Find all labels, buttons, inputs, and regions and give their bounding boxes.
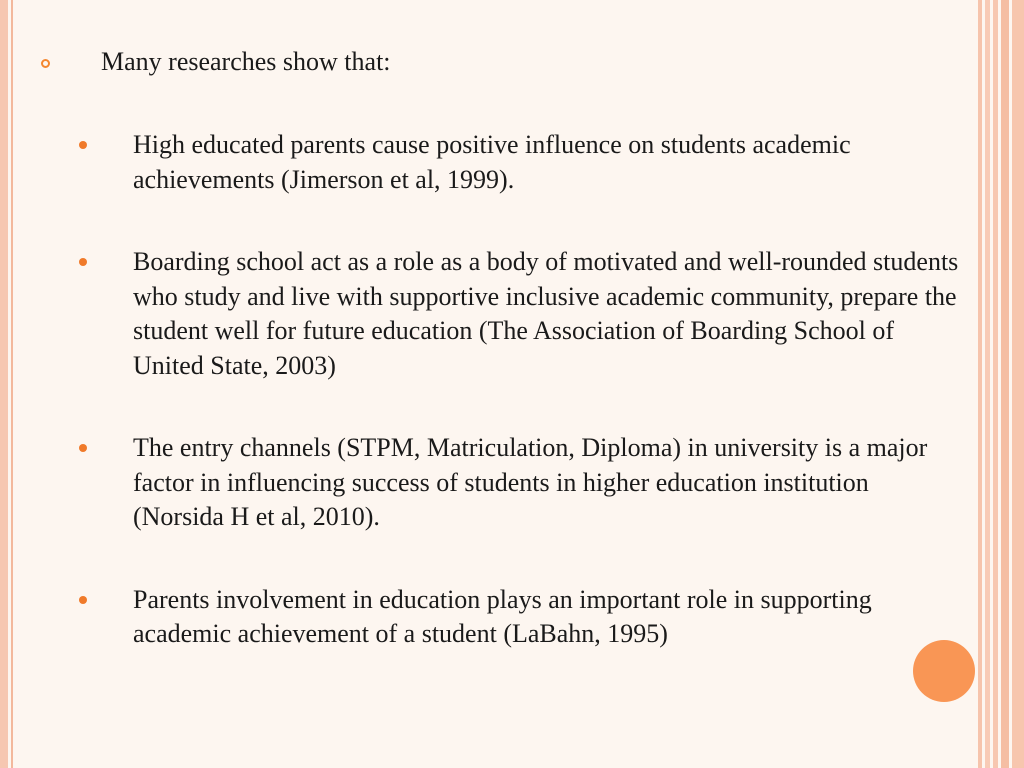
right-border-stripe [985,0,990,768]
bullet-text: Boarding school act as a role as a body of motivated and well-rounded students who study and live with supportive inclusive academic community, prepare the student well for future education (The Association of Boarding School of United State, 2003) [133,247,959,380]
right-border-stripe [978,0,982,768]
bullet-text: High educated parents cause positive influence on students academic achievements (Jimerson et al, 1999). [133,130,851,194]
right-border-stripe [1012,0,1024,768]
bullet-text: Parents involvement in education plays an important role in supporting academic achievement of a student (LaBahn, 1995) [133,584,872,648]
hollow-circle-bullet-icon [41,59,50,68]
right-border-stripe [993,0,998,768]
right-border-stripe [1001,0,1009,768]
bullet-dot-icon [79,141,87,149]
intro-text: Many researches show that: [101,47,391,76]
bullet-item [133,583,963,652]
left-border-line [11,0,13,768]
bullet-item [133,128,963,197]
bullet-dot-icon [79,444,87,452]
bullet-dot-icon [79,596,87,604]
bullet-item [133,431,963,535]
bullet-dot-icon [79,258,87,266]
bullet-item [133,245,963,383]
bullet-text: The entry channels (STPM, Matriculation, Diploma) in university is a major factor in influencing success of students in higher education institution (Norsida H et al, 2010). [133,433,928,531]
left-border-stripe [0,0,8,768]
bullet-list [133,128,963,652]
